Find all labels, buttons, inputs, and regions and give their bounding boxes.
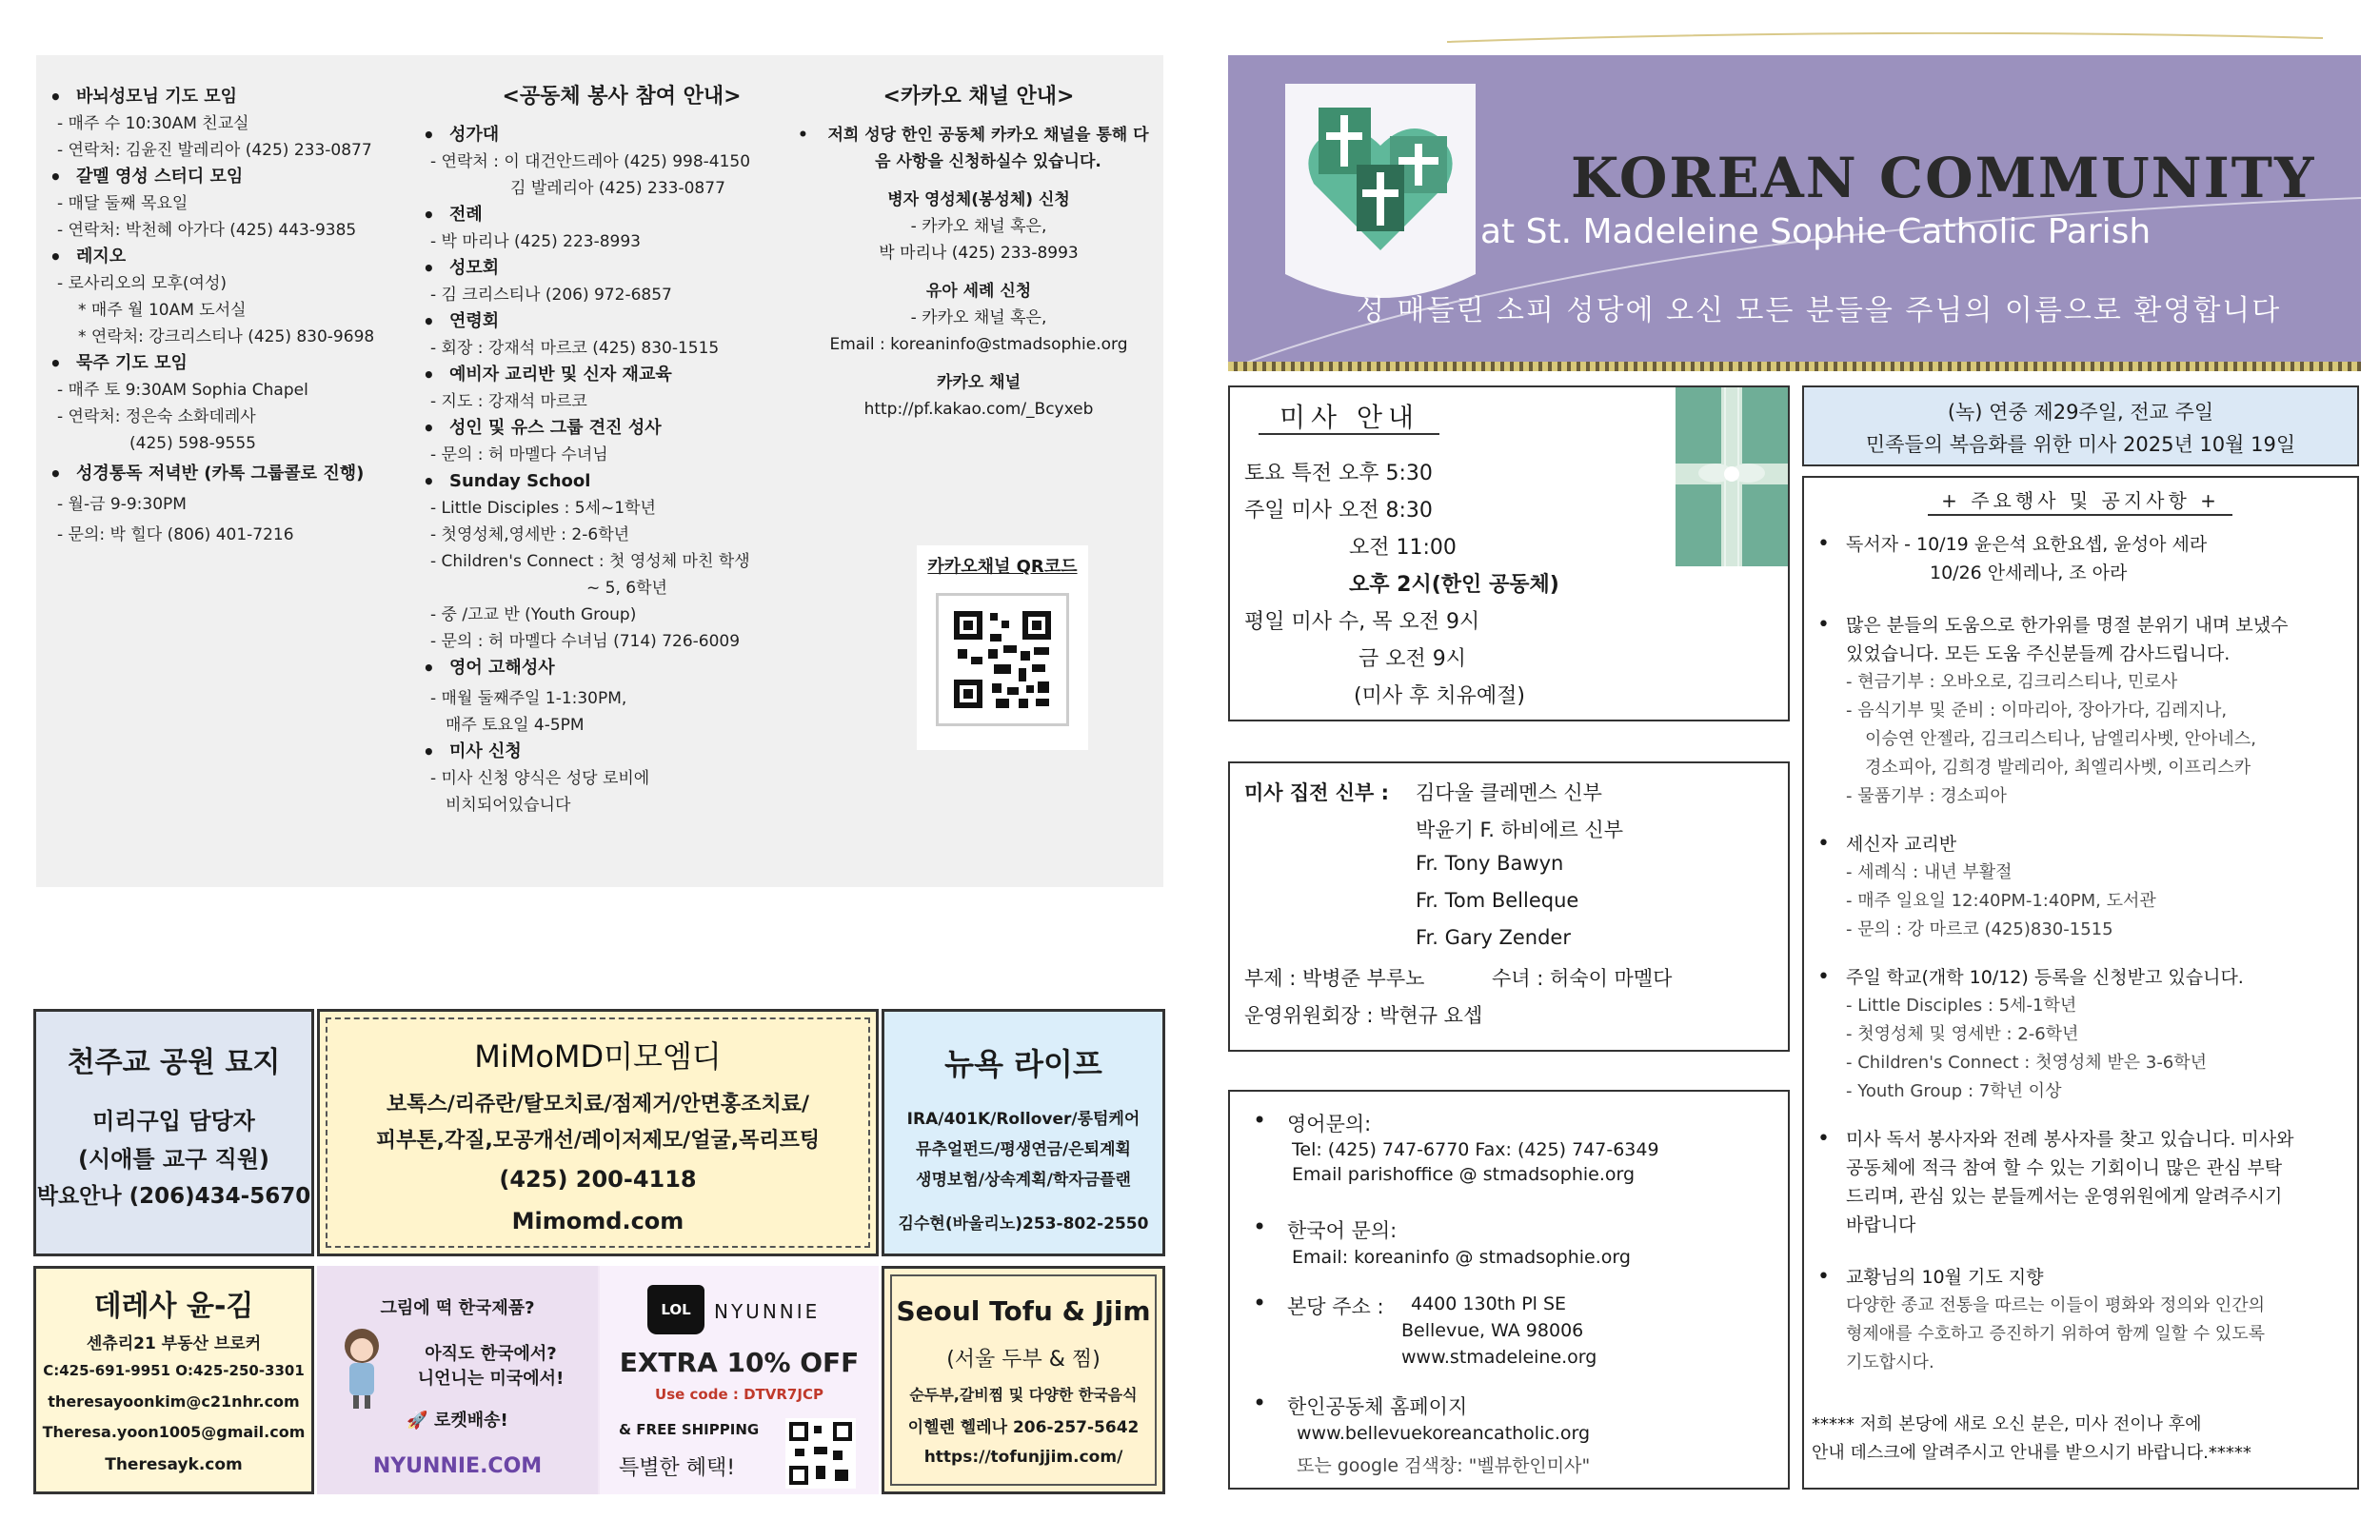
qr-code-icon[interactable] xyxy=(936,593,1069,726)
notice-sub: - Children's Connect : 첫영성체 받은 3-6학년 xyxy=(1846,1053,2208,1073)
group-detail: - 로사리오의 모후(여성) xyxy=(57,274,228,293)
service-detail: 비치되어있습니다 xyxy=(446,796,571,815)
newcomer-footer xyxy=(1812,1411,2251,1468)
notice-sunday-school xyxy=(1814,963,2351,1106)
special-benefit-text: 특별한 혜택! xyxy=(619,1456,736,1480)
contact-box xyxy=(1228,1090,1790,1490)
liturgical-sunday-box xyxy=(1802,385,2359,466)
extra-off-text: EXTRA 10% OFF xyxy=(619,1347,860,1378)
girl-illustration-icon xyxy=(336,1325,387,1411)
sick-communion-detail: 박 마리나 (425) 233-8993 xyxy=(879,244,1079,263)
mass-schedule-box xyxy=(1228,385,1790,721)
notices-title: + 주요행사 및 공지사항 + xyxy=(1941,489,2220,512)
service-heading: • 연령회 xyxy=(417,308,826,335)
priest-name: 김다울 클레멘스 신부 xyxy=(1416,781,1602,804)
parish-email[interactable]: Email parishoffice @ stmadsophie.org xyxy=(1292,1164,1636,1185)
notice-sub: - 현금기부 : 오바오로, 김크리스티나, 민로사 xyxy=(1846,672,2178,692)
group-heading: • 성경통독 저녁반 (카톡 그룹콜로 진행) xyxy=(44,461,425,487)
kakao-channel-url[interactable]: http://pf.kakao.com/_Bcyxeb xyxy=(863,400,1094,419)
council-chair: 운영위원회장 : 박현규 요셉 xyxy=(1244,1004,1483,1027)
notice-lectors xyxy=(1814,530,2351,587)
ad-line: (시애틀 교구 직원) xyxy=(78,1146,269,1173)
notice-line: • 세신자 교리반 xyxy=(1846,834,1957,855)
sick-communion-heading: 병자 영성체(봉성체) 신청 xyxy=(887,190,1070,209)
service-heading: • Sunday School xyxy=(417,468,826,495)
rocket-delivery-text: 로켓배송! xyxy=(433,1411,508,1431)
ad-phone: 박요안나 (206)434-5670 xyxy=(36,1184,311,1209)
ad-cemetery xyxy=(33,1009,314,1256)
mass-weekday: 금 오전 9시 xyxy=(1359,647,1466,671)
service-heading: • 영어 고해성사 xyxy=(417,655,826,681)
rocket-icon: 🚀 xyxy=(407,1411,428,1431)
priest-name: Fr. Tony Bawyn xyxy=(1416,852,1564,875)
footer-line: 안내 데스크에 알려주시고 안내를 받으시기 바랍니다.***** xyxy=(1812,1443,2251,1463)
notice-line: 있었습니다. 모든 도움 주신분들께 감사드립니다. xyxy=(1846,643,2231,664)
clergy-label: 미사 집전 신부 : xyxy=(1244,781,1390,804)
notice-sub: - 매주 일요일 12:40PM-1:40PM, 도서관 xyxy=(1846,891,2156,911)
service-detail: - 연락처 : 이 대건안드레아 (425) 998-4150 xyxy=(430,152,751,171)
ad-line xyxy=(317,1407,598,1431)
notices-box xyxy=(1802,476,2359,1490)
service-heading: • 미사 신청 xyxy=(417,739,826,765)
group-heading: • 바뇌성모님 기도 모임 xyxy=(44,84,425,110)
service-detail: - 회장 : 강재석 마르코 (425) 830-1515 xyxy=(430,339,720,358)
ad-line: 보톡스/리쥬란/탈모치료/점제거/안면홍조치료/ xyxy=(387,1093,809,1116)
notice-volunteers xyxy=(1814,1125,2351,1239)
ad-title: 천주교 공원 묘지 xyxy=(67,1046,281,1079)
parish-subtitle: at St. Madeleine Sophie Catholic Parish xyxy=(1480,212,2152,251)
qr-label: 카카오채널 QR코드 xyxy=(927,557,1078,577)
promo-code: Use code : DTVR7JCP xyxy=(655,1386,823,1403)
group-heading: • 레지오 xyxy=(44,244,425,270)
community-header xyxy=(1228,55,2361,369)
title-underline xyxy=(1259,433,1439,435)
sister-name: 수녀 : 허숙이 마멜다 xyxy=(1492,967,1673,990)
liturgical-sunday: (녹) 연중 제29주일, 전교 주일 xyxy=(1947,401,2214,424)
ad-website[interactable]: https://tofunjjim.com/ xyxy=(923,1448,1123,1467)
ad-title: 데레사 윤-김 xyxy=(93,1290,254,1323)
notice-chuseok-thanks xyxy=(1814,611,2351,811)
kakao-channel-heading: 카카오 채널 xyxy=(936,373,1021,392)
address-line: 4400 130th Pl SE xyxy=(1411,1293,1567,1314)
service-heading: • 성모회 xyxy=(417,255,826,282)
nyunnie-right-panel xyxy=(600,1266,879,1494)
left-info-panel xyxy=(36,55,1163,887)
notice-line: • 미사 독서 봉사자와 전례 봉사자를 찾고 있습니다. 미사와 xyxy=(1846,1129,2294,1150)
group-detail: - 월-금 9-9:30PM xyxy=(57,495,187,514)
decorative-swoosh-icon xyxy=(1447,32,2323,44)
notice-line: • 많은 분들의 도움으로 한가위를 명절 분위기 내며 보냈수 xyxy=(1846,615,2289,636)
ad-mimomd xyxy=(317,1009,879,1256)
group-detail: - 매주 수 10:30AM 친교실 xyxy=(57,114,249,133)
mass-weekday: 평일 미사 수, 목 오전 9시 xyxy=(1244,610,1480,634)
ad-website[interactable]: Mimomd.com xyxy=(511,1208,684,1234)
notice-sub: - Youth Group : 7학년 이상 xyxy=(1846,1081,2062,1101)
service-detail: - 김 크리스티나 (206) 972-6857 xyxy=(430,286,672,305)
ad-line: 아직도 한국에서? xyxy=(425,1344,557,1364)
group-detail: - 연락처: 김윤진 발레리아 (425) 233-0877 xyxy=(57,141,372,160)
notice-sub: - 음식기부 및 준비 : 이마리아, 장아가다, 김레지나, xyxy=(1846,701,2228,721)
group-heading: • 묵주 기도 모임 xyxy=(44,350,425,377)
footer-line: ***** 저희 본당에 새로 오신 분은, 미사 전이나 후에 xyxy=(1812,1414,2202,1434)
community-title: KOREAN COMMUNITY xyxy=(1571,146,2316,210)
english-inquiry-heading: • 영어문의: xyxy=(1249,1109,1371,1137)
ad-website[interactable]: NYUNNIE.COM xyxy=(372,1454,543,1478)
notice-sub: 경소피아, 김희경 발레리아, 최엘리사벳, 이프리스카 xyxy=(1865,758,2251,778)
service-heading: • 성인 및 유스 그룹 견진 성사 xyxy=(417,415,826,442)
notice-line: 10/26 안세레나, 조 아라 xyxy=(1930,563,2128,583)
service-column xyxy=(417,84,826,819)
brand-name: NYUNNIE xyxy=(714,1300,821,1323)
notice-line: • 독서자 - 10/19 윤은석 요한요셉, 윤성아 세라 xyxy=(1846,534,2208,555)
service-detail: - 지도 : 강재석 마르코 xyxy=(430,392,587,411)
ad-line: 센츄리21 부동산 브로커 xyxy=(86,1334,262,1353)
free-shipping-text: & FREE SHIPPING xyxy=(619,1421,760,1438)
ad-line: 미리구입 담당자 xyxy=(92,1108,255,1135)
infant-baptism-heading: 유아 세례 신청 xyxy=(925,282,1032,301)
priest-name: Fr. Tom Belleque xyxy=(1416,889,1579,912)
priest-name: 박윤기 F. 하비에르 신부 xyxy=(1416,819,1623,841)
priest-name: Fr. Gary Zender xyxy=(1416,926,1571,949)
ad-email[interactable]: theresayoonkim@c21nhr.com xyxy=(48,1392,300,1411)
korean-inquiry-heading: • 한국어 문의: xyxy=(1249,1215,1397,1244)
notice-sub: 기도합시다. xyxy=(1846,1352,1934,1372)
address-line: Bellevue, WA 98006 xyxy=(1401,1320,1584,1341)
qr-code-icon[interactable] xyxy=(785,1418,856,1489)
kakao-intro-text: 저희 성당 한인 공동체 카카오 채널을 통해 다음 사항을 신청하실수 있습니다. xyxy=(827,126,1149,171)
group-detail: - 문의: 박 힐다 (806) 401-7216 xyxy=(57,525,294,544)
service-title: <공동체 봉사 참여 안내> xyxy=(502,85,742,109)
group-detail: - 연락처: 정은숙 소화데레사 xyxy=(57,407,256,426)
ad-nyunnie xyxy=(317,1266,879,1494)
mass-note: (미사 후 치유예절) xyxy=(1354,684,1525,708)
kakao-qr-box xyxy=(917,545,1088,750)
notice-sub: 이승연 안젤라, 김크리스티나, 남엘리사벳, 안아네스, xyxy=(1865,729,2256,749)
group-detail: - 매달 둘째 목요일 xyxy=(57,194,188,213)
gift-ribbon-icon xyxy=(1676,387,1788,566)
parish-website[interactable]: www.stmadeleine.org xyxy=(1401,1347,1597,1368)
mass-sunday: 오전 11:00 xyxy=(1349,536,1457,560)
service-detail: - 문의 : 허 마멜다 수녀님 (714) 726-6009 xyxy=(430,632,741,651)
ad-phone: 김수현(바울리노)253-802-2550 xyxy=(898,1214,1149,1234)
welcome-message: 성 매들린 소피 성당에 오신 모든 분들을 주님의 이름으로 환영합니다 xyxy=(1357,294,2282,327)
notice-line: • 주일 학교(개학 10/12) 등록을 신청받고 있습니다. xyxy=(1846,967,2244,988)
ad-website[interactable]: Theresayk.com xyxy=(105,1455,243,1474)
group-detail: - 매주 토 9:30AM Sophia Chapel xyxy=(57,381,308,400)
notice-sub: - 문의 : 강 마르코 (425)830-1515 xyxy=(1846,919,2113,939)
service-heading: • 성가대 xyxy=(417,122,826,148)
service-detail: - 미사 신청 양식은 성당 로비에 xyxy=(430,769,650,788)
notice-line: • 교황님의 10월 기도 지향 xyxy=(1846,1267,2044,1288)
service-heading: • 전례 xyxy=(417,202,826,228)
notice-sub: - 첫영성체 및 영세반 : 2-6학년 xyxy=(1846,1024,2079,1044)
ad-line: 그림에 떡 한국제품? xyxy=(380,1298,535,1318)
kakao-intro xyxy=(798,122,1160,175)
group-detail: (425) 598-9555 xyxy=(129,434,256,453)
kakao-title: <카카오 채널 안내> xyxy=(883,85,1075,109)
ad-teresa-realtor xyxy=(33,1266,314,1494)
ad-title: Seoul Tofu & Jjim xyxy=(896,1295,1151,1327)
ad-seoul-tofu xyxy=(882,1266,1165,1494)
ad-title: 뉴욕 라이프 xyxy=(944,1046,1102,1082)
korean-homepage-url[interactable]: www.bellevuekoreancatholic.org xyxy=(1297,1423,1591,1444)
ad-line: 생명보험/상속계획/학자금플랜 xyxy=(916,1171,1131,1190)
notice-line: 드리며, 관심 있는 분들께서는 운영위원에게 알려주시기 xyxy=(1846,1186,2283,1207)
mass-title: 미사 안내 xyxy=(1279,402,1420,433)
infant-baptism-email: Email : koreaninfo@stmadsophie.org xyxy=(829,335,1128,354)
ad-line: 니언니는 미국에서! xyxy=(417,1369,565,1389)
deacon-name: 부제 : 박병준 부루노 xyxy=(1244,967,1425,990)
ad-line: (서울 두부 & 찜) xyxy=(946,1348,1101,1372)
service-detail: - Children's Connect : 첫 영성체 마친 학생 xyxy=(430,552,750,571)
ad-line: 순두부,갈비찜 및 다양한 한국음식 xyxy=(909,1386,1138,1404)
group-detail: - 연락처: 박천혜 아가다 (425) 443-9385 xyxy=(57,221,357,240)
header-border xyxy=(1228,362,2361,371)
service-detail: - 중 /고교 반 (Youth Group) xyxy=(430,605,637,624)
bag-label: LOL xyxy=(661,1301,691,1318)
service-detail: ~ 5, 6학년 xyxy=(586,579,667,598)
group-detail: * 매주 월 10AM 도서실 xyxy=(78,301,247,320)
service-detail: - 문의 : 허 마멜다 수녀님 xyxy=(430,445,608,464)
service-detail: 김 발레리아 (425) 233-0877 xyxy=(510,179,725,198)
korean-homepage-heading: • 한인공동체 홈페이지 xyxy=(1249,1392,1467,1420)
google-search-hint: 또는 google 검색창: "벨뷰한인미사" xyxy=(1297,1455,1591,1476)
ad-title: MiMoMD미모엠디 xyxy=(474,1038,722,1075)
sick-communion-detail: - 카카오 채널 혹은, xyxy=(910,217,1047,236)
ad-phone: 이헬렌 헬레나 206-257-5642 xyxy=(907,1418,1140,1437)
notice-sub: - 세례식 : 내년 부활절 xyxy=(1846,862,2013,882)
liturgical-date: 민족들의 복음화를 위한 미사 2025년 10월 19일 xyxy=(1865,433,2296,456)
service-detail: 매주 토요일 4-5PM xyxy=(446,716,585,735)
ad-line: IRA/401K/Rollover/롱텀케어 xyxy=(906,1110,1140,1129)
notice-pope-intention xyxy=(1814,1263,2351,1377)
infant-baptism-detail: - 카카오 채널 혹은, xyxy=(910,308,1047,327)
ad-phone: (425) 200-4118 xyxy=(499,1166,697,1193)
ad-email[interactable]: Theresa.yoon1005@gmail.com xyxy=(42,1423,306,1441)
ad-line: 뮤추얼펀드/평생연금/은퇴계획 xyxy=(916,1140,1131,1159)
notice-sub: - Little Disciples : 5세-1학년 xyxy=(1846,996,2077,1016)
notice-sub: - 물품기부 : 경소피아 xyxy=(1846,786,2007,806)
shopping-bag-icon xyxy=(647,1285,704,1334)
notice-sub: 다양한 종교 전통을 따르는 이들이 평화와 정의와 인간의 xyxy=(1846,1295,2265,1315)
clergy-box xyxy=(1228,761,1790,1052)
notice-catechism xyxy=(1814,830,2351,944)
mass-saturday: 토요 특전 오후 5:30 xyxy=(1244,462,1433,485)
notice-line: 바랍니다 xyxy=(1846,1214,1916,1235)
korean-email[interactable]: Email: koreaninfo @ stmadsophie.org xyxy=(1292,1247,1631,1268)
notice-line: 공동체에 적극 참여 할 수 있는 기회이니 많은 관심 부탁 xyxy=(1846,1157,2283,1178)
service-detail: - Little Disciples : 5세~1학년 xyxy=(430,499,656,518)
address-heading: • 본당 주소 : xyxy=(1249,1292,1384,1320)
mass-sunday: 주일 미사 오전 8:30 xyxy=(1244,499,1433,523)
service-detail: - 매월 둘째주일 1-1:30PM, xyxy=(430,689,627,708)
group-heading: • 갈멜 영성 스터디 모임 xyxy=(44,164,425,190)
ad-newyork-life xyxy=(882,1009,1165,1256)
groups-column xyxy=(44,84,425,548)
service-detail: - 첫영성체,영세반 : 2-6학년 xyxy=(430,525,630,544)
notice-sub: 형제애를 수호하고 증진하기 위하여 함께 일할 수 있도록 xyxy=(1846,1324,2265,1344)
nyunnie-left-panel xyxy=(317,1266,598,1494)
ad-phone: C:425-691-9951 O:425-250-3301 xyxy=(43,1362,305,1379)
service-detail: - 박 마리나 (425) 223-8993 xyxy=(430,232,641,251)
ad-line: 피부톤,각질,모공개선/레이저제모/얼굴,목리프팅 xyxy=(375,1129,821,1153)
parish-cross-logo-icon xyxy=(1299,98,1461,260)
group-detail: * 연락처: 강크리스티나 (425) 830-9698 xyxy=(78,327,375,346)
mass-sunday-korean: 오후 2시(한인 공동체) xyxy=(1349,573,1559,597)
parish-phone-fax: Tel: (425) 747-6770 Fax: (425) 747-6349 xyxy=(1292,1139,1659,1160)
kakao-column xyxy=(798,84,1160,423)
bullet-icon: • xyxy=(798,126,808,145)
service-heading: • 예비자 교리반 및 신자 재교육 xyxy=(417,362,826,388)
title-underline xyxy=(1928,514,2232,516)
